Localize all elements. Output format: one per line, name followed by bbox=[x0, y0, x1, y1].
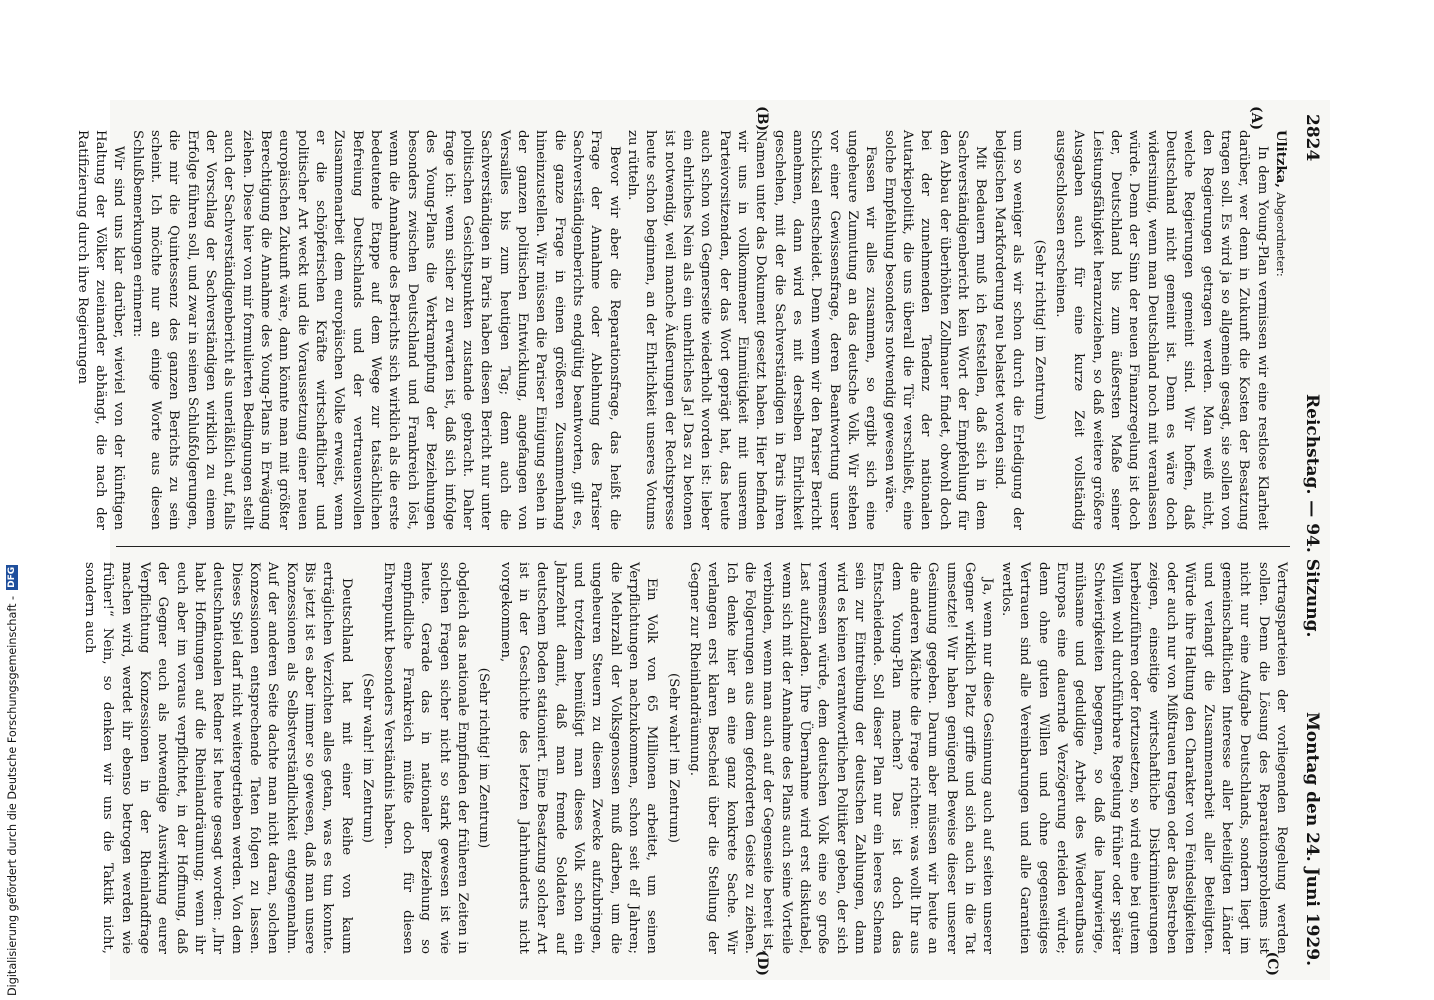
running-title: Reichstag. — 94. Sitzung. bbox=[1302, 394, 1322, 638]
paragraph: Deutschland hat mit einer Reihe von kaum erträglichen Verzichten alles getan, was es tun konnte. Bis jetzt ist es aber immer so gewesen, daß man unsere Konzessionen als Selbstverständlichkeit entgegennahm. Auf der anderen Seite dachte man nicht daran, solchen Konzessionen entsprechende Taten folgen zu lassen. Dieses Spiel darf nicht weitergetrieben werden. Von dem deutschnationalen Redner ist heute gesagt worden: „Ihr habt Hoffnungen auf die Rheinlandräumung; wenn ihr euch aber im voraus verpflichtet, in der Hoffnung, daß der Gegner euch als notwendige Auswirkung eurer Verpflichtung Konzessionen in der Rheinlandfrage machen wird, werdet ihr ebenso betrogen werden wie früher!“ Nein, so denken wir uns die Taktik nicht, sondern auch bbox=[82, 562, 354, 954]
digitization-credit bbox=[2, 0, 22, 996]
dfg-logo: DFG bbox=[7, 566, 17, 588]
margin-mark-c: (C) bbox=[1264, 951, 1280, 976]
paragraph: Mit Bedauern muß ich feststellen, daß sich in dem Sachverständigenbericht kein Wort der Empfehlung für den Abbau der überhöhten Zollmauer findet, obwohl doch bei der zunehmenden Tendenz der nationalen Autarkiepolitik, die uns überall die Tür verschließt, eine solche Empfehlung besonders notwendig gewesen wäre. bbox=[881, 130, 989, 530]
paragraph: obgleich das nationale Empfinden der früheren Zeiten in solchen Fragen sicher nicht so stark gewesen ist wie heute. Gerade das in nationaler Beziehung so empfindliche Frankreich müßte doch für diesen Ehrenpunkt besonders Verständnis haben. bbox=[381, 562, 470, 954]
paragraph: Bevor wir aber die Reparationsfrage, das heißt die Frage der Annahme oder Ablehnung des Pariser Sachverständigenberichts endgültig beantworten, gilt es, die ganze Frage in einen größeren Zusammenhang hineinzustellen. Wir müssen die Pariser Einigung sehen in der ganzen politischen Entwicklung, angefangen von Versailles bis zum heutigen Tag; denn auch die Sachverständigen in Paris haben diesen Bericht nur unter politischen Gesichtspunkten zustande gebracht. Daher frage ich: wenn sicher zu erwarten ist, daß sich infolge des Young-Plans die Verkrampfung der Beziehungen besonders zwischen Deutschland und Frankreich löst, wenn die Annahme des Berichts sich wirklich als die erste bedeutende Etappe auf dem Wege zur tatsächlichen Befreiung Deutschlands und der vertrauensvollen Zusammenarbeit dem europäischen Volke erweist, wenn er die schöpferischen Kräfte wirtschaftlicher und politischer Art weckt und die Voraussetzung einer neuen europäischen Zukunft wäre, dann könnte man mit größter Berechtigung die Annahme des Young-Plans in Erwägung ziehen. Diese hier von mir formulierten Bedingungen stellt auch der Sachverständigenbericht als unerläßlich auf, falls der Vorschlag der Sachverständigen wirklich zu einem Erfolge führen soll, und zwar in seinen Schlußfolgerungen, die mir die Quintessenz des ganzen Berichts zu sein scheint. Ich möchte nur an einige Worte aus diesen Schlußbemerkungen erinnern: bbox=[129, 130, 622, 530]
page-header bbox=[1292, 114, 1322, 966]
credit-text: Digitalisierung gefördert durch die Deutsche Forschungsgemeinschaft - bbox=[5, 595, 19, 996]
paragraph: Ja, wenn nur diese Gesinnung auch auf seiten unserer Gegner wirklich Platz griffe und sich auch in die Tat umsetzte! Wir haben genügend Beweise dieser unserer Gesinnung gegeben. Darum aber müssen wir heute an die anderen Mächte die Frage richten: was wollt Ihr aus dem Young-Plan machen? Das ist doch das Entscheidende. Soll dieser Plan nur ein leeres Schema sein zur Eintreibung der deutschen Zahlungen, dann wird es keinen verantwortlichen Politiker geben, der sich vermessen würde, dem deutschen Volk eine so große Last aufzuladen. Ihre Übernahme wird erst diskutabel, wenn sich mit der Annahme des Plans auch seine Vorteile verbinden, wenn man auch auf der Gegenseite bereit ist, die Folgerungen aus dem geforderten Geiste zu ziehen. Ich denke hier an eine ganz konkrete Sache. Wir verlangen erst klaren Bescheid über die Stellung der Gegner zur Rheinlandräumung. bbox=[687, 562, 996, 954]
paragraph: Ein Volk von 65 Millionen arbeitet, um seinen Verpflichtungen nachzukommen, schon seit elf Jahren; die Mehrzahl der Volksgenossen muß darben, um die ungeheuren Steuern zu diesem Zwecke aufzubringen, und trotzdem bemüßigt man dieses Volk schon ein Jahrzehnt damit, daß man fremde Soldaten auf deutschem Boden stationiert. Eine Besatzung solcher Art ist in der Geschichte des letzten Jahrhunderts nicht vorgekommen, bbox=[497, 562, 660, 954]
left-text-column bbox=[74, 130, 1290, 530]
margin-mark-d: (D) bbox=[754, 950, 770, 976]
interjection: (Sehr wahr! im Zentrum) bbox=[360, 673, 376, 843]
session-date: Montag den 24. Juni 1929. bbox=[1302, 711, 1322, 966]
page-number: 2824 bbox=[1302, 114, 1322, 162]
speaker-role: Abgeordneter: bbox=[1274, 192, 1288, 277]
right-text-column bbox=[82, 562, 1290, 954]
column-divider bbox=[116, 546, 1290, 547]
margin-mark-a: (A) bbox=[1248, 106, 1264, 131]
scanned-page bbox=[74, 100, 1330, 980]
interjection: (Sehr richtig! im Zentrum) bbox=[1031, 239, 1047, 421]
paragraph: Wir sind uns klar darüber, wieviel von der künftigen Haltung der Völker zueinander abhängt, die nach der Ratifizierung durch ihre Regierungen bbox=[74, 130, 127, 530]
paragraph: Vertragsparteien der vorliegenden Regelung werden sollen. Denn die Lösung des Reparationsproblems ist nicht nur eine Aufgabe Deutschlands, sondern liegt im gemeinschaftlichen Interesse aller beteiligten Länder und verlangt die Zusammenarbeit aller Beteiligten. Würde ihre Haltung den Charakter von Feindseligkeiten oder auch nur von Mißtrauen tragen oder das Bestreben zeigen, einseitige wirtschaftliche Diskriminierungen herbeizuführen oder fortzusetzen, so wird eine bei gutem Willen wohl durchführbare Regelung früher oder später Schwierigkeiten begegnen, so daß die langwierige, mühsame und geduldige Arbeit des Wiederaufbaus Europas eine dauernde Verzögerung erleiden würde; denn ohne guten Willen und ohne gegenseitiges Vertrauen sind alle Vereinbarungen und alle Garantien wertlos. bbox=[998, 562, 1289, 954]
speaker-line bbox=[1271, 130, 1290, 530]
paragraph: Fassen wir alles zusammen, so ergibt sich eine ungeheure Zumutung an das deutsche Volk. Wir stehen vor einer Gewissensfrage, deren Beantwortung unser Schicksal entscheidet. Denn wenn wir den Pariser Bericht annehmen, dann wird es mit derselben Ehrlichkeit geschehen, mit der die Sachverständigen in Paris ihren Namen unter das Dokument gesetzt haben. Hier befinden wir uns in vollkommener Einmütigkeit mit unserem Parteivorsitzenden, der das Wort geprägt hat, das heute auch schon von Gegnerseite wiederholt worden ist: lieber ein ehrliches Nein als ein unehrliches Ja! Das zu betonen ist notwendig, weil manche Äußerungen der Rechtspresse heute schon beginnen, an der Ehrlichkeit unseres Votums zu rütteln. bbox=[624, 130, 879, 530]
interjection: (Sehr wahr! im Zentrum) bbox=[665, 673, 681, 843]
margin-mark-b: (B) bbox=[754, 106, 770, 132]
paragraph: In dem Young-Plan vermissen wir eine restlose Klarheit darüber, wer denn in Zukunft die Kosten der Besatzung tragen soll. Es wird ja so allgemein gesagt, sie sollen von den Regierungen getragen werden. Man weiß nicht, welche Regierungen gemeint sind. Wir hoffen, daß Deutschland nicht gemeint ist. Denn es wäre doch widersinnig, wenn man Deutschland noch mit veranlassen würde. Denn der Sinn der neuen Finanzregelung ist doch der, Deutschland bis zum äußersten Maße seiner Leistungsfähigkeit heranzuziehen, so daß weitere größere Ausgaben auch für eine kurze Zeit vollständig ausgeschlossen erscheinen. bbox=[1052, 130, 1270, 530]
paragraph: um so weniger als wir schon durch die Erledigung der belgischen Markforderung neu belastet worden sind. bbox=[991, 130, 1026, 530]
speaker-name: Ulitzka, bbox=[1273, 130, 1288, 188]
interjection: (Sehr richtig! im Zentrum) bbox=[476, 667, 492, 849]
